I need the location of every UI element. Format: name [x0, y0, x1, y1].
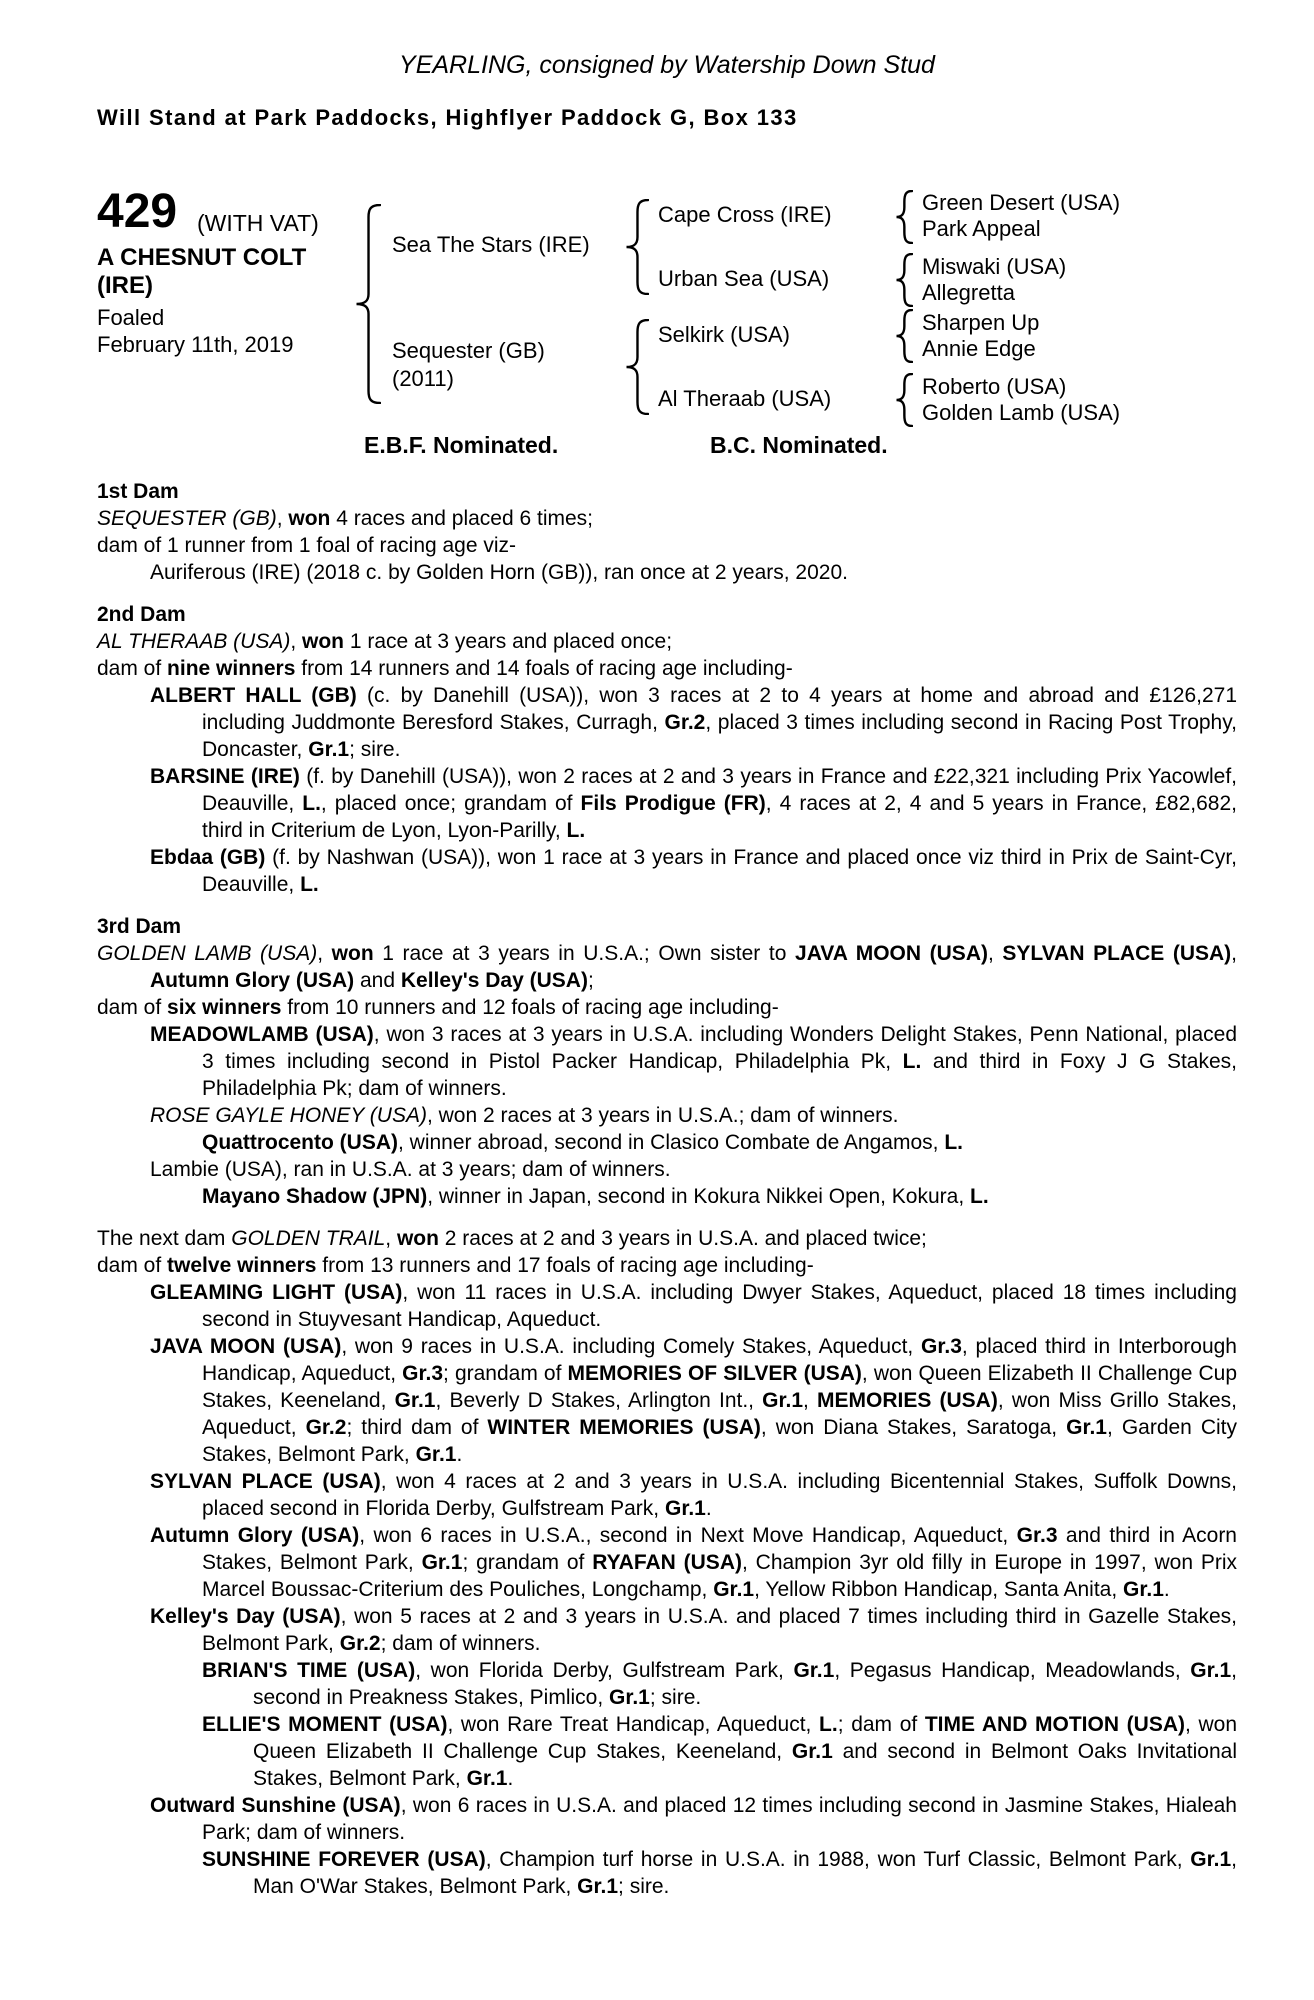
progeny-entry: Ebdaa (GB) (f. by Nashwan (USA)), won 1 race at 3 years in France and placed once viz third in Prix de Saint-Cyr, Deauville, L.	[150, 846, 1238, 896]
pedigree-dam-year: (2011)	[392, 366, 454, 391]
progeny-entry: BRIAN'S TIME (USA), won Florida Derby, Gulfstream Park, Gr.1, Pegasus Handicap, Meadowlands, Gr.1, second in Preakness Stakes, Pimlico, Gr.1; sire.	[202, 1659, 1238, 1709]
pedigree-gen3-name: Golden Lamb (USA)	[922, 400, 1121, 425]
text-run: Gr.1	[664, 1497, 706, 1520]
produce-summary: dam of 1 runner from 1 foal of racing age viz-	[97, 534, 517, 557]
pedigree-section	[97, 913, 1237, 1210]
text-run: MEMORIES OF SILVER (USA)	[567, 1362, 862, 1385]
text-run: Gr.1	[609, 1686, 650, 1709]
text-run: GLEAMING LIGHT (USA)	[150, 1281, 403, 1304]
ebf-nomination: E.B.F. Nominated.	[364, 432, 559, 458]
pedigree-dam: Sequester (GB)	[392, 338, 545, 363]
text-run: won	[331, 942, 374, 965]
text-run: L.	[300, 873, 319, 896]
text-run: Ebdaa (GB)	[150, 846, 266, 869]
text-run: L.	[819, 1713, 838, 1736]
progeny-entry: JAVA MOON (USA), won 9 races in U.S.A. including Comely Stakes, Aqueduct, Gr.3, placed third in Interborough Handicap, Aqueduct, Gr.3; grandam of MEMORIES OF SILVER (USA), won Queen Elizabeth II Challenge Cup Stakes, Keeneland, Gr.1, Beverly D Stakes, Arlington Int., Gr.1, MEMORIES (USA), won Miss Grillo Stakes, Aqueduct, Gr.2; third dam of WINTER MEMORIES (USA), won Diana Stakes, Saratoga, Gr.1, Garden City Stakes, Belmont Park, Gr.1.	[150, 1335, 1238, 1466]
text-run: GOLDEN LAMB (USA)	[97, 942, 318, 965]
text-run: WINTER MEMORIES (USA)	[487, 1416, 761, 1439]
progeny-entry: ALBERT HALL (GB) (c. by Danehill (USA)), won 3 races at 2 to 4 years at home and abroad and £126,271 including Juddmonte Beresford Stakes, Curragh, Gr.2, placed 3 times including second in Racing Post Trophy, Doncaster, Gr.1; sire.	[150, 684, 1238, 761]
pedigree-section	[97, 601, 1237, 898]
text-run: Gr.1	[1066, 1416, 1107, 1439]
produce-summary: dam of twelve winners from 13 runners and 17 foals of racing age including-	[97, 1254, 814, 1277]
pedigree-brace	[625, 199, 649, 295]
text-run: twelve winners	[167, 1254, 317, 1277]
foaled-date: February 11th, 2019	[97, 332, 294, 357]
text-run: AL THERAAB (USA)	[97, 630, 291, 653]
dam-heading: 3rd Dam	[97, 915, 182, 938]
text-run: L.	[970, 1185, 989, 1208]
pedigree-brace	[625, 319, 649, 415]
text-run: Mayano Shadow (JPN)	[202, 1185, 428, 1208]
produce-summary: dam of nine winners from 14 runners and 14 foals of racing age including-	[97, 657, 793, 680]
pedigree-gen3-name: Annie Edge	[922, 336, 1036, 361]
progeny-entry: BARSINE (IRE) (f. by Danehill (USA)), won 2 races at 2 and 3 years in France and £22,321 including Prix Yacowlef, Deauville, L., placed once; grandam of Fils Prodigue (FR), 4 races at 2, 4 and 5 years in France, £82,682, third in Criterium de Lyon, Lyon-Parilly, L.	[150, 765, 1238, 842]
produce-summary: dam of six winners from 10 runners and 12 foals of racing age including-	[97, 996, 779, 1019]
subject-name-line1: A CHESNUT COLT	[97, 244, 307, 271]
pedigree-brace	[895, 309, 913, 363]
text-run: Gr.3	[921, 1335, 962, 1358]
text-run: six winners	[167, 996, 282, 1019]
pedigree-gen3-name: Sharpen Up	[922, 310, 1040, 335]
page-title: YEARLING, consigned by Watership Down Stud	[399, 51, 935, 79]
progeny-entry: Outward Sunshine (USA), won 6 races in U.S.A. and placed 12 times including second in Jasmine Stakes, Hialeah Park; dam of winners.	[150, 1794, 1237, 1844]
text-run: L.	[902, 1050, 922, 1073]
bc-nomination: B.C. Nominated.	[710, 432, 888, 458]
text-run: Gr.1	[1190, 1659, 1232, 1682]
dam-heading: 2nd Dam	[97, 603, 186, 626]
pedigree-gen3-name: Park Appeal	[922, 216, 1041, 241]
text-run: Gr.1	[577, 1875, 619, 1898]
progeny-entry: Quattrocento (USA), winner abroad, second in Clasico Combate de Angamos, L.	[202, 1131, 963, 1154]
pedigree-gen2-name: Urban Sea (USA)	[658, 266, 830, 291]
text-run: MEMORIES (USA)	[817, 1389, 998, 1412]
text-run: Gr.2	[305, 1416, 347, 1439]
foaled-label: Foaled	[97, 305, 165, 330]
pedigree-gen3-name: Roberto (USA)	[922, 374, 1067, 399]
text-run: won	[302, 630, 344, 653]
progeny-entry: ELLIE'S MOMENT (USA), won Rare Treat Handicap, Aqueduct, L.; dam of TIME AND MOTION (USA), won Queen Elizabeth II Challenge Cup Stakes, Keeneland, Gr.1 and second in Belmont Oaks Invitational Stakes, Belmont Park, Gr.1.	[202, 1713, 1238, 1790]
dam-summary: The next dam GOLDEN TRAIL, won 2 races at 2 and 3 years in U.S.A. and placed twice;	[97, 1227, 927, 1250]
text-run: RYAFAN (USA)	[592, 1551, 742, 1574]
text-run: Outward Sunshine (USA)	[150, 1794, 401, 1817]
stand-location-line: Will Stand at Park Paddocks, Highflyer Paddock G, Box 133	[97, 105, 798, 130]
text-run: BARSINE (IRE)	[150, 765, 300, 788]
text-run: SYLVAN PLACE (USA)	[150, 1470, 381, 1493]
text-run: Gr.1	[791, 1740, 833, 1763]
text-run: GOLDEN TRAIL	[231, 1227, 386, 1250]
text-run: Gr.2	[339, 1632, 381, 1655]
text-run: L.	[302, 792, 321, 815]
pedigree-sire: Sea The Stars (IRE)	[392, 232, 590, 257]
text-run: ALBERT HALL (GB)	[150, 684, 357, 707]
dam-summary: GOLDEN LAMB (USA), won 1 race at 3 years in U.S.A.; Own sister to JAVA MOON (USA), SYLVAN PLACE (USA), Autumn Glory (USA) and Kelley's Day (USA);	[97, 942, 1238, 992]
text-run: Kelley's Day (USA)	[400, 969, 588, 992]
text-run: Gr.1	[1190, 1848, 1232, 1871]
text-run: won	[396, 1227, 439, 1250]
pedigree-table	[97, 185, 1237, 462]
pedigree-brace	[895, 190, 913, 244]
progeny-entry: Autumn Glory (USA), won 6 races in U.S.A., second in Next Move Handicap, Aqueduct, Gr.3 and third in Acorn Stakes, Belmont Park, Gr.1; grandam of RYAFAN (USA), Champion 3yr old filly in Europe in 1997, won Prix Marcel Boussac-Criterium des Pouliches, Longchamp, Gr.1, Yellow Ribbon Handicap, Santa Anita, Gr.1.	[150, 1524, 1238, 1601]
text-run: Gr.3	[402, 1362, 444, 1385]
text-run: Autumn Glory (USA)	[150, 969, 355, 992]
pedigree-gen3-name: Green Desert (USA)	[922, 190, 1121, 215]
text-run: BRIAN'S TIME (USA)	[202, 1659, 416, 1682]
pedigree-gen2-name: Cape Cross (IRE)	[658, 202, 832, 227]
progeny-entry: Lambie (USA), ran in U.S.A. at 3 years; dam of winners.	[150, 1158, 671, 1181]
text-run: Gr.1	[793, 1659, 835, 1682]
text-run: Kelley's Day (USA)	[150, 1605, 341, 1628]
lot-vat-note: (WITH VAT)	[197, 210, 319, 236]
text-run: Gr.3	[1016, 1524, 1058, 1547]
text-run: ELLIE'S MOMENT (USA)	[202, 1713, 448, 1736]
text-run: Fils Prodigue (FR)	[580, 792, 766, 815]
text-run: MEADOWLAMB (USA)	[150, 1023, 374, 1046]
text-run: nine winners	[167, 657, 296, 680]
text-run: Autumn Glory (USA)	[150, 1524, 360, 1547]
pedigree-section	[97, 1225, 1237, 1900]
pedigree-gen3-name: Allegretta	[922, 280, 1015, 305]
catalogue-sections	[97, 478, 1237, 1900]
text-run: TIME AND MOTION (USA)	[924, 1713, 1185, 1736]
progeny-entry: Auriferous (IRE) (2018 c. by Golden Horn (GB)), ran once at 2 years, 2020.	[150, 561, 848, 584]
progeny-entry: SUNSHINE FOREVER (USA), Champion turf horse in U.S.A. in 1988, won Turf Classic, Belmont Park, Gr.1, Man O'War Stakes, Belmont Park, Gr.1; sire.	[202, 1848, 1237, 1898]
pedigree-gen2-name: Al Theraab (USA)	[658, 386, 832, 411]
text-run: Gr.1	[713, 1578, 755, 1601]
subject-name-line2: (IRE)	[97, 272, 153, 299]
progeny-entry: SYLVAN PLACE (USA), won 4 races at 2 and 3 years in U.S.A. including Bicentennial Stakes, Suffolk Downs, placed second in Florida Derby, Gulfstream Park, Gr.1.	[150, 1470, 1237, 1520]
text-run: Gr.1	[1123, 1578, 1164, 1601]
text-run: Gr.1	[308, 738, 350, 761]
text-run: ROSE GAYLE HONEY (USA)	[150, 1104, 427, 1127]
pedigree-gen3-name: Miswaki (USA)	[922, 254, 1067, 279]
progeny-entry: ROSE GAYLE HONEY (USA), won 2 races at 3 years in U.S.A.; dam of winners.	[150, 1104, 899, 1127]
progeny-entry: MEADOWLAMB (USA), won 3 races at 3 years in U.S.A. including Wonders Delight Stakes, Penn National, placed 3 times including second in Pistol Packer Handicap, Philadelphia Pk, L. and third in Foxy J G Stakes, Philadelphia Pk; dam of winners.	[150, 1023, 1238, 1100]
lot-number: 429	[97, 185, 178, 238]
text-run: L.	[566, 819, 586, 842]
progeny-entry: Mayano Shadow (JPN), winner in Japan, second in Kokura Nikkei Open, Kokura, L.	[202, 1185, 989, 1208]
progeny-entry: GLEAMING LIGHT (USA), won 11 races in U.S.A. including Dwyer Stakes, Aqueduct, placed 18 times including second in Stuyvesant Handicap, Aqueduct.	[150, 1281, 1237, 1331]
text-run: SUNSHINE FOREVER (USA)	[202, 1848, 486, 1871]
pedigree-brace	[355, 204, 381, 404]
pedigree-brace	[895, 253, 913, 307]
text-run: JAVA MOON (USA)	[150, 1335, 342, 1358]
text-run: Quattrocento (USA)	[202, 1131, 398, 1154]
text-run: Gr.1	[415, 1443, 457, 1466]
text-run: Gr.1	[762, 1389, 804, 1412]
text-run: JAVA MOON (USA)	[795, 942, 988, 965]
text-run: L.	[944, 1131, 963, 1154]
pedigree-section	[97, 478, 1237, 586]
text-run: Gr.1	[421, 1551, 463, 1574]
progeny-entry: Kelley's Day (USA), won 5 races at 2 and 3 years in U.S.A. and placed 7 times including third in Gazelle Stakes, Belmont Park, Gr.2; dam of winners.	[150, 1605, 1238, 1655]
text-run: Gr.2	[664, 711, 706, 734]
dam-summary: SEQUESTER (GB), won 4 races and placed 6 times;	[97, 507, 594, 530]
text-run: won	[288, 507, 331, 530]
text-run: Gr.1	[466, 1767, 508, 1790]
dam-heading: 1st Dam	[97, 480, 179, 503]
text-run: SEQUESTER (GB)	[97, 507, 277, 530]
pedigree-gen2-name: Selkirk (USA)	[658, 322, 791, 347]
text-run: Gr.1	[394, 1389, 436, 1412]
text-run: SYLVAN PLACE (USA)	[1002, 942, 1232, 965]
dam-summary: AL THERAAB (USA), won 1 race at 3 years and placed once;	[97, 630, 673, 653]
pedigree-brace	[895, 373, 913, 427]
